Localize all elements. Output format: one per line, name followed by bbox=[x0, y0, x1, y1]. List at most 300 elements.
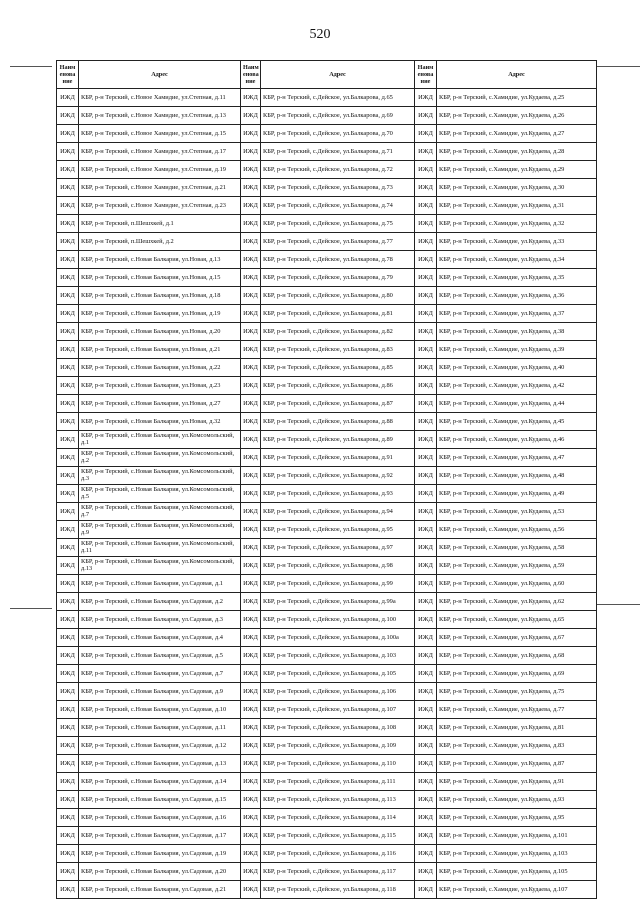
row-kind: ИЖД bbox=[241, 791, 261, 809]
table-row bbox=[57, 161, 241, 179]
table-row bbox=[415, 143, 597, 161]
table-row bbox=[241, 755, 415, 773]
table-row bbox=[57, 125, 241, 143]
row-kind: ИЖД bbox=[415, 503, 437, 521]
row-address: КБР, р-н Терский, с.Новая Балкария, ул.Садовая, д.13 bbox=[79, 755, 241, 773]
header-kind: Наим енова ние bbox=[241, 61, 261, 89]
row-kind: ИЖД bbox=[415, 269, 437, 287]
table-row bbox=[57, 377, 241, 395]
row-address: КБР, р-н Терский, с.Хамидие, ул.Кудаева, д.37 bbox=[437, 305, 597, 323]
table-row bbox=[415, 773, 597, 791]
table-row bbox=[241, 323, 415, 341]
table-row bbox=[415, 737, 597, 755]
row-address: КБР, р-н Терский, с.Новая Балкария, ул.Комсомольский, д.13 bbox=[79, 557, 241, 575]
row-kind: ИЖД bbox=[415, 197, 437, 215]
table-row bbox=[57, 233, 241, 251]
row-address: КБР, р-н Терский, с.Дейское, ул.Балкарова, д.74 bbox=[261, 197, 415, 215]
row-address: КБР, р-н Терский, с.Дейское, ул.Балкарова, д.72 bbox=[261, 161, 415, 179]
row-kind: ИЖД bbox=[415, 863, 437, 881]
row-kind: ИЖД bbox=[241, 341, 261, 359]
row-address: КБР, р-н Терский, с.Хамидие, ул.Кудаева, д.65 bbox=[437, 611, 597, 629]
row-kind: ИЖД bbox=[57, 233, 79, 251]
row-address: КБР, р-н Терский, с.Хамидие, ул.Кудаева, д.87 bbox=[437, 755, 597, 773]
row-kind: ИЖД bbox=[415, 809, 437, 827]
row-address: КБР, р-н Терский, с.Хамидие, ул.Кудаева, д.93 bbox=[437, 791, 597, 809]
row-kind: ИЖД bbox=[241, 89, 261, 107]
row-address: КБР, р-н Терский, с.Новая Балкария, ул.Комсомольский, д.1 bbox=[79, 431, 241, 449]
margin-rule-left-2 bbox=[10, 608, 52, 609]
row-address: КБР, р-н Терский, с.Хамидие, ул.Кудаева, д.75 bbox=[437, 683, 597, 701]
row-kind: ИЖД bbox=[241, 485, 261, 503]
row-kind: ИЖД bbox=[57, 719, 79, 737]
table-row bbox=[57, 773, 241, 791]
row-address: КБР, р-н Терский, с.Хамидие, ул.Кудаева, д.59 bbox=[437, 557, 597, 575]
row-address: КБР, р-н Терский, с.Новая Балкария, ул.Садовая, д.9 bbox=[79, 683, 241, 701]
row-kind: ИЖД bbox=[415, 485, 437, 503]
row-kind: ИЖД bbox=[241, 539, 261, 557]
table-row bbox=[241, 539, 415, 557]
row-address: КБР, р-н Терский, с.Хамидие, ул.Кудаева, д.49 bbox=[437, 485, 597, 503]
row-kind: ИЖД bbox=[57, 773, 79, 791]
row-address: КБР, р-н Терский, с.Хамидие, ул.Кудаева, д.28 bbox=[437, 143, 597, 161]
row-kind: ИЖД bbox=[241, 107, 261, 125]
row-address: КБР, р-н Терский, с.Хамидие, ул.Кудаева, д.30 bbox=[437, 179, 597, 197]
row-address: КБР, р-н Терский, с.Новая Балкария, ул.Комсомольский, д.7 bbox=[79, 503, 241, 521]
row-address: КБР, р-н Терский, с.Хамидие, ул.Кудаева, д.53 bbox=[437, 503, 597, 521]
header-kind: Наим енова ние bbox=[415, 61, 437, 89]
table-row bbox=[415, 701, 597, 719]
row-address: КБР, р-н Терский, с.Новая Балкария, ул.Садовая, д.19 bbox=[79, 845, 241, 863]
table-row bbox=[241, 557, 415, 575]
row-kind: ИЖД bbox=[241, 557, 261, 575]
row-kind: ИЖД bbox=[241, 215, 261, 233]
row-address: КБР, р-н Терский, с.Дейское, ул.Балкарова, д.95 bbox=[261, 521, 415, 539]
row-kind: ИЖД bbox=[57, 323, 79, 341]
table-row bbox=[241, 143, 415, 161]
row-address: КБР, р-н Терский, с.Новая Балкария, ул.Садовая, д.5 bbox=[79, 647, 241, 665]
row-address: КБР, р-н Терский, с.Новое Хамидие, ул.Степная, д.13 bbox=[79, 107, 241, 125]
table-row bbox=[415, 575, 597, 593]
row-address: КБР, р-н Терский, с.Новая Балкария, ул.Садовая, д.12 bbox=[79, 737, 241, 755]
row-kind: ИЖД bbox=[415, 413, 437, 431]
row-kind: ИЖД bbox=[241, 125, 261, 143]
row-address: КБР, р-н Терский, с.Дейское, ул.Балкарова, д.99а bbox=[261, 593, 415, 611]
row-kind: ИЖД bbox=[57, 647, 79, 665]
table-row bbox=[415, 179, 597, 197]
row-address: КБР, р-н Терский, с.Дейское, ул.Балкарова, д.116 bbox=[261, 845, 415, 863]
row-kind: ИЖД bbox=[415, 395, 437, 413]
table-row bbox=[415, 287, 597, 305]
table-row bbox=[241, 701, 415, 719]
row-address: КБР, р-н Терский, с.Дейское, ул.Балкарова, д.81 bbox=[261, 305, 415, 323]
table-row bbox=[57, 809, 241, 827]
table-row bbox=[57, 827, 241, 845]
table-row bbox=[241, 791, 415, 809]
row-address: КБР, р-н Терский, с.Дейское, ул.Балкарова, д.111 bbox=[261, 773, 415, 791]
table-row bbox=[415, 413, 597, 431]
row-kind: ИЖД bbox=[241, 737, 261, 755]
row-address: КБР, р-н Терский, с.Хамидие, ул.Кудаева, д.105 bbox=[437, 863, 597, 881]
row-address: КБР, р-н Терский, с.Дейское, ул.Балкарова, д.70 bbox=[261, 125, 415, 143]
row-kind: ИЖД bbox=[241, 593, 261, 611]
row-kind: ИЖД bbox=[57, 449, 79, 467]
table-row bbox=[241, 251, 415, 269]
row-kind: ИЖД bbox=[57, 557, 79, 575]
row-address: КБР, р-н Терский, с.Дейское, ул.Балкарова, д.105 bbox=[261, 665, 415, 683]
row-kind: ИЖД bbox=[241, 611, 261, 629]
row-kind: ИЖД bbox=[241, 251, 261, 269]
table-row bbox=[415, 89, 597, 107]
row-address: КБР, р-н Терский, с.Дейское, ул.Балкарова, д.69 bbox=[261, 107, 415, 125]
row-address: КБР, р-н Терский, с.Хамидие, ул.Кудаева, д.36 bbox=[437, 287, 597, 305]
table-row bbox=[415, 629, 597, 647]
row-address: КБР, р-н Терский, с.Хамидие, ул.Кудаева, д.68 bbox=[437, 647, 597, 665]
row-address: КБР, р-н Терский, с.Дейское, ул.Балкарова, д.106 bbox=[261, 683, 415, 701]
row-address: КБР, р-н Терский, с.Новая Балкария, ул.Комсомольский, д.2 bbox=[79, 449, 241, 467]
row-kind: ИЖД bbox=[241, 143, 261, 161]
row-address: КБР, р-н Терский, с.Дейское, ул.Балкарова, д.89 bbox=[261, 431, 415, 449]
row-kind: ИЖД bbox=[57, 251, 79, 269]
table-row bbox=[415, 557, 597, 575]
row-kind: ИЖД bbox=[415, 881, 437, 899]
row-address: КБР, р-н Терский, с.Новое Хамидие, ул.Степная, д.11 bbox=[79, 89, 241, 107]
row-kind: ИЖД bbox=[415, 593, 437, 611]
row-kind: ИЖД bbox=[415, 233, 437, 251]
table-row bbox=[57, 179, 241, 197]
table-row bbox=[57, 107, 241, 125]
row-kind: ИЖД bbox=[415, 845, 437, 863]
row-address: КБР, р-н Терский, с.Хамидие, ул.Кудаева, д.33 bbox=[437, 233, 597, 251]
margin-rule-right-2 bbox=[596, 604, 640, 605]
table-row bbox=[241, 467, 415, 485]
row-address: КБР, р-н Терский, с.Дейское, ул.Балкарова, д.79 bbox=[261, 269, 415, 287]
table-row bbox=[241, 647, 415, 665]
row-kind: ИЖД bbox=[241, 683, 261, 701]
row-kind: ИЖД bbox=[57, 413, 79, 431]
row-address: КБР, р-н Терский, с.Хамидие, ул.Кудаева, д.27 bbox=[437, 125, 597, 143]
row-kind: ИЖД bbox=[415, 341, 437, 359]
row-address: КБР, р-н Терский, с.Хамидие, ул.Кудаева, д.91 bbox=[437, 773, 597, 791]
row-kind: ИЖД bbox=[57, 575, 79, 593]
row-kind: ИЖД bbox=[57, 305, 79, 323]
table-row bbox=[415, 323, 597, 341]
header-address: Адрес bbox=[79, 61, 241, 89]
table-row bbox=[57, 629, 241, 647]
row-address: КБР, р-н Терский, с.Хамидие, ул.Кудаева, д.32 bbox=[437, 215, 597, 233]
table-row bbox=[57, 521, 241, 539]
row-address: КБР, р-н Терский, с.Хамидие, ул.Кудаева, д.48 bbox=[437, 467, 597, 485]
table-row bbox=[415, 107, 597, 125]
table-row bbox=[241, 611, 415, 629]
row-address: КБР, р-н Терский, с.Хамидие, ул.Кудаева, д.45 bbox=[437, 413, 597, 431]
table-row bbox=[415, 863, 597, 881]
row-kind: ИЖД bbox=[57, 665, 79, 683]
table-row bbox=[415, 467, 597, 485]
header-kind: Наим енова ние bbox=[57, 61, 79, 89]
table-row bbox=[57, 341, 241, 359]
table-row bbox=[57, 503, 241, 521]
margin-rule-left bbox=[10, 66, 52, 67]
row-kind: ИЖД bbox=[57, 827, 79, 845]
row-kind: ИЖД bbox=[415, 359, 437, 377]
table-row bbox=[57, 755, 241, 773]
row-address: КБР, р-н Терский, с.Дейское, ул.Балкарова, д.91 bbox=[261, 449, 415, 467]
row-address: КБР, р-н Терский, с.Хамидие, ул.Кудаева, д.56 bbox=[437, 521, 597, 539]
row-kind: ИЖД bbox=[241, 323, 261, 341]
row-kind: ИЖД bbox=[241, 665, 261, 683]
table-row bbox=[415, 845, 597, 863]
row-address: КБР, р-н Терский, с.Хамидие, ул.Кудаева, д.103 bbox=[437, 845, 597, 863]
row-address: КБР, р-н Терский, с.Хамидие, ул.Кудаева, д.31 bbox=[437, 197, 597, 215]
row-address: КБР, р-н Терский, с.Новая Балкария, ул.Новая, д.32 bbox=[79, 413, 241, 431]
table-row bbox=[57, 359, 241, 377]
table-row bbox=[57, 449, 241, 467]
row-kind: ИЖД bbox=[415, 377, 437, 395]
table-row bbox=[57, 395, 241, 413]
row-address: КБР, р-н Терский, с.Новая Балкария, ул.Садовая, д.11 bbox=[79, 719, 241, 737]
table-row bbox=[57, 539, 241, 557]
row-address: КБР, р-н Терский, с.Дейское, ул.Балкарова, д.71 bbox=[261, 143, 415, 161]
row-kind: ИЖД bbox=[241, 467, 261, 485]
table-row bbox=[415, 791, 597, 809]
row-kind: ИЖД bbox=[415, 287, 437, 305]
table-row bbox=[57, 323, 241, 341]
table-row bbox=[415, 125, 597, 143]
row-address: КБР, р-н Терский, с.Дейское, ул.Балкарова, д.88 bbox=[261, 413, 415, 431]
row-address: КБР, р-н Терский, с.Новая Балкария, ул.Садовая, д.15 bbox=[79, 791, 241, 809]
table-row bbox=[241, 881, 415, 899]
row-kind: ИЖД bbox=[415, 827, 437, 845]
row-address: КБР, р-н Терский, с.Дейское, ул.Балкарова, д.113 bbox=[261, 791, 415, 809]
row-address: КБР, р-н Терский, с.Хамидие, ул.Кудаева, д.62 bbox=[437, 593, 597, 611]
table-row bbox=[241, 125, 415, 143]
table-row bbox=[415, 233, 597, 251]
row-address: КБР, р-н Терский, с.Новая Балкария, ул.Новая, д.13 bbox=[79, 251, 241, 269]
row-kind: ИЖД bbox=[57, 359, 79, 377]
table-row bbox=[57, 611, 241, 629]
table-row bbox=[241, 377, 415, 395]
page-number: 520 bbox=[309, 27, 331, 42]
row-kind: ИЖД bbox=[57, 755, 79, 773]
row-address: КБР, р-н Терский, с.Новая Балкария, ул.Садовая, д.4 bbox=[79, 629, 241, 647]
table-row bbox=[57, 791, 241, 809]
row-kind: ИЖД bbox=[241, 575, 261, 593]
row-address: КБР, р-н Терский, с.Дейское, ул.Балкарова, д.117 bbox=[261, 863, 415, 881]
table-row bbox=[241, 269, 415, 287]
row-address: КБР, р-н Терский, с.Хамидие, ул.Кудаева, д.83 bbox=[437, 737, 597, 755]
row-kind: ИЖД bbox=[57, 737, 79, 755]
row-address: КБР, р-н Терский, с.Хамидие, ул.Кудаева, д.40 bbox=[437, 359, 597, 377]
row-kind: ИЖД bbox=[241, 647, 261, 665]
table-row bbox=[241, 215, 415, 233]
row-kind: ИЖД bbox=[57, 179, 79, 197]
row-address: КБР, р-н Терский, с.Хамидие, ул.Кудаева, д.95 bbox=[437, 809, 597, 827]
row-address: КБР, р-н Терский, с.Дейское, ул.Балкарова, д.118 bbox=[261, 881, 415, 899]
row-kind: ИЖД bbox=[415, 629, 437, 647]
address-table-1 bbox=[56, 60, 241, 899]
table-row bbox=[57, 143, 241, 161]
row-kind: ИЖД bbox=[57, 161, 79, 179]
table-row bbox=[241, 485, 415, 503]
table-row bbox=[241, 197, 415, 215]
row-address: КБР, р-н Терский, с.Дейское, ул.Балкарова, д.99 bbox=[261, 575, 415, 593]
row-kind: ИЖД bbox=[57, 485, 79, 503]
row-address: КБР, р-н Терский, с.Новая Балкария, ул.Садовая, д.7 bbox=[79, 665, 241, 683]
table-row bbox=[57, 647, 241, 665]
row-kind: ИЖД bbox=[57, 611, 79, 629]
row-address: КБР, р-н Терский, с.Новая Балкария, ул.Садовая, д.17 bbox=[79, 827, 241, 845]
row-kind: ИЖД bbox=[241, 233, 261, 251]
row-kind: ИЖД bbox=[415, 539, 437, 557]
row-kind: ИЖД bbox=[415, 701, 437, 719]
table-row bbox=[415, 341, 597, 359]
table-row bbox=[57, 737, 241, 755]
row-address: КБР, р-н Терский, с.Дейское, ул.Балкарова, д.75 bbox=[261, 215, 415, 233]
row-address: КБР, р-н Терский, с.Новая Балкария, ул.Новая, д.18 bbox=[79, 287, 241, 305]
row-kind: ИЖД bbox=[57, 107, 79, 125]
row-address: КБР, р-н Терский, с.Дейское, ул.Балкарова, д.94 bbox=[261, 503, 415, 521]
table-row bbox=[241, 107, 415, 125]
row-address: КБР, р-н Терский, с.Дейское, ул.Балкарова, д.86 bbox=[261, 377, 415, 395]
table-row bbox=[415, 197, 597, 215]
row-address: КБР, р-н Терский, с.Хамидие, ул.Кудаева, д.101 bbox=[437, 827, 597, 845]
table-row bbox=[57, 305, 241, 323]
table-row bbox=[241, 305, 415, 323]
row-kind: ИЖД bbox=[415, 431, 437, 449]
row-kind: ИЖД bbox=[241, 809, 261, 827]
row-address: КБР, р-н Терский, п.Шешхкей, д.1 bbox=[79, 215, 241, 233]
row-address: КБР, р-н Терский, с.Новая Балкария, ул.Новая, д.19 bbox=[79, 305, 241, 323]
table-row bbox=[241, 683, 415, 701]
row-address: КБР, р-н Терский, с.Дейское, ул.Балкарова, д.82 bbox=[261, 323, 415, 341]
row-address: КБР, р-н Терский, с.Дейское, ул.Балкарова, д.85 bbox=[261, 359, 415, 377]
row-kind: ИЖД bbox=[57, 287, 79, 305]
row-address: КБР, р-н Терский, с.Новое Хамидие, ул.Степная, д.19 bbox=[79, 161, 241, 179]
table-row bbox=[241, 233, 415, 251]
row-kind: ИЖД bbox=[241, 413, 261, 431]
table-row bbox=[415, 485, 597, 503]
row-address: КБР, р-н Терский, с.Дейское, ул.Балкарова, д.65 bbox=[261, 89, 415, 107]
table-row bbox=[57, 197, 241, 215]
table-row bbox=[415, 593, 597, 611]
table-row bbox=[241, 161, 415, 179]
row-kind: ИЖД bbox=[415, 179, 437, 197]
row-kind: ИЖД bbox=[241, 431, 261, 449]
table-row bbox=[415, 755, 597, 773]
row-kind: ИЖД bbox=[415, 305, 437, 323]
table-row bbox=[415, 539, 597, 557]
row-address: КБР, р-н Терский, с.Новая Балкария, ул.Садовая, д.20 bbox=[79, 863, 241, 881]
row-kind: ИЖД bbox=[241, 719, 261, 737]
row-kind: ИЖД bbox=[241, 863, 261, 881]
row-address: КБР, р-н Терский, с.Дейское, ул.Балкарова, д.93 bbox=[261, 485, 415, 503]
row-address: КБР, р-н Терский, с.Новая Балкария, ул.Новая, д.15 bbox=[79, 269, 241, 287]
row-address: КБР, р-н Терский, с.Новое Хамидие, ул.Степная, д.17 bbox=[79, 143, 241, 161]
row-address: КБР, р-н Терский, с.Хамидие, ул.Кудаева, д.44 bbox=[437, 395, 597, 413]
row-kind: ИЖД bbox=[57, 503, 79, 521]
row-kind: ИЖД bbox=[57, 701, 79, 719]
row-address: КБР, р-н Терский, с.Дейское, ул.Балкарова, д.115 bbox=[261, 827, 415, 845]
row-address: КБР, р-н Терский, с.Новая Балкария, ул.Новая, д.22 bbox=[79, 359, 241, 377]
row-kind: ИЖД bbox=[415, 773, 437, 791]
row-kind: ИЖД bbox=[241, 773, 261, 791]
row-kind: ИЖД bbox=[57, 593, 79, 611]
row-address: КБР, р-н Терский, с.Дейское, ул.Балкарова, д.100а bbox=[261, 629, 415, 647]
table-row bbox=[241, 719, 415, 737]
row-kind: ИЖД bbox=[415, 89, 437, 107]
row-address: КБР, р-н Терский, с.Хамидие, ул.Кудаева, д.107 bbox=[437, 881, 597, 899]
table-row bbox=[57, 251, 241, 269]
table-row bbox=[241, 665, 415, 683]
table-row bbox=[415, 719, 597, 737]
table-row bbox=[241, 503, 415, 521]
row-kind: ИЖД bbox=[241, 827, 261, 845]
table-row bbox=[57, 215, 241, 233]
row-kind: ИЖД bbox=[241, 845, 261, 863]
row-address: КБР, р-н Терский, с.Новое Хамидие, ул.Степная, д.23 bbox=[79, 197, 241, 215]
row-address: КБР, р-н Терский, с.Новая Балкария, ул.Садовая, д.14 bbox=[79, 773, 241, 791]
row-address: КБР, р-н Терский, с.Новая Балкария, ул.Комсомольский, д.5 bbox=[79, 485, 241, 503]
row-address: КБР, р-н Терский, с.Дейское, ул.Балкарова, д.100 bbox=[261, 611, 415, 629]
table-row bbox=[415, 251, 597, 269]
table-row bbox=[415, 395, 597, 413]
row-kind: ИЖД bbox=[415, 449, 437, 467]
row-address: КБР, р-н Терский, с.Дейское, ул.Балкарова, д.107 bbox=[261, 701, 415, 719]
row-kind: ИЖД bbox=[241, 359, 261, 377]
row-kind: ИЖД bbox=[415, 161, 437, 179]
row-address: КБР, р-н Терский, с.Новая Балкария, ул.Комсомольский, д.11 bbox=[79, 539, 241, 557]
table-row bbox=[415, 881, 597, 899]
table-row bbox=[241, 89, 415, 107]
row-address: КБР, р-н Терский, с.Хамидие, ул.Кудаева, д.26 bbox=[437, 107, 597, 125]
row-kind: ИЖД bbox=[241, 377, 261, 395]
table-row bbox=[57, 485, 241, 503]
row-address: КБР, р-н Терский, с.Хамидие, ул.Кудаева, д.35 bbox=[437, 269, 597, 287]
row-address: КБР, р-н Терский, с.Хамидие, ул.Кудаева, д.39 bbox=[437, 341, 597, 359]
row-address: КБР, р-н Терский, с.Дейское, ул.Балкарова, д.78 bbox=[261, 251, 415, 269]
row-kind: ИЖД bbox=[241, 449, 261, 467]
margin-rule-right bbox=[596, 66, 640, 67]
table-row bbox=[57, 845, 241, 863]
row-address: КБР, р-н Терский, с.Хамидие, ул.Кудаева, д.46 bbox=[437, 431, 597, 449]
row-kind: ИЖД bbox=[57, 863, 79, 881]
row-kind: ИЖД bbox=[57, 341, 79, 359]
table-row bbox=[241, 845, 415, 863]
table-row bbox=[415, 377, 597, 395]
row-kind: ИЖД bbox=[57, 89, 79, 107]
table-row bbox=[57, 863, 241, 881]
table-row bbox=[241, 359, 415, 377]
table-row bbox=[415, 827, 597, 845]
row-address: КБР, р-н Терский, с.Новая Балкария, ул.Новая, д.23 bbox=[79, 377, 241, 395]
row-kind: ИЖД bbox=[415, 719, 437, 737]
table-row bbox=[415, 449, 597, 467]
row-kind: ИЖД bbox=[57, 683, 79, 701]
row-kind: ИЖД bbox=[241, 161, 261, 179]
address-table-2 bbox=[240, 60, 415, 899]
row-address: КБР, р-н Терский, с.Хамидие, ул.Кудаева, д.47 bbox=[437, 449, 597, 467]
header-address: Адрес bbox=[437, 61, 597, 89]
table-row bbox=[415, 431, 597, 449]
row-kind: ИЖД bbox=[57, 125, 79, 143]
row-kind: ИЖД bbox=[241, 179, 261, 197]
row-address: КБР, р-н Терский, с.Хамидие, ул.Кудаева, д.34 bbox=[437, 251, 597, 269]
row-kind: ИЖД bbox=[57, 521, 79, 539]
row-address: КБР, р-н Терский, с.Новая Балкария, ул.Новая, д.21 bbox=[79, 341, 241, 359]
table-row bbox=[57, 881, 241, 899]
row-address: КБР, р-н Терский, с.Дейское, ул.Балкарова, д.110 bbox=[261, 755, 415, 773]
row-address: КБР, р-н Терский, с.Новая Балкария, ул.Новая, д.20 bbox=[79, 323, 241, 341]
